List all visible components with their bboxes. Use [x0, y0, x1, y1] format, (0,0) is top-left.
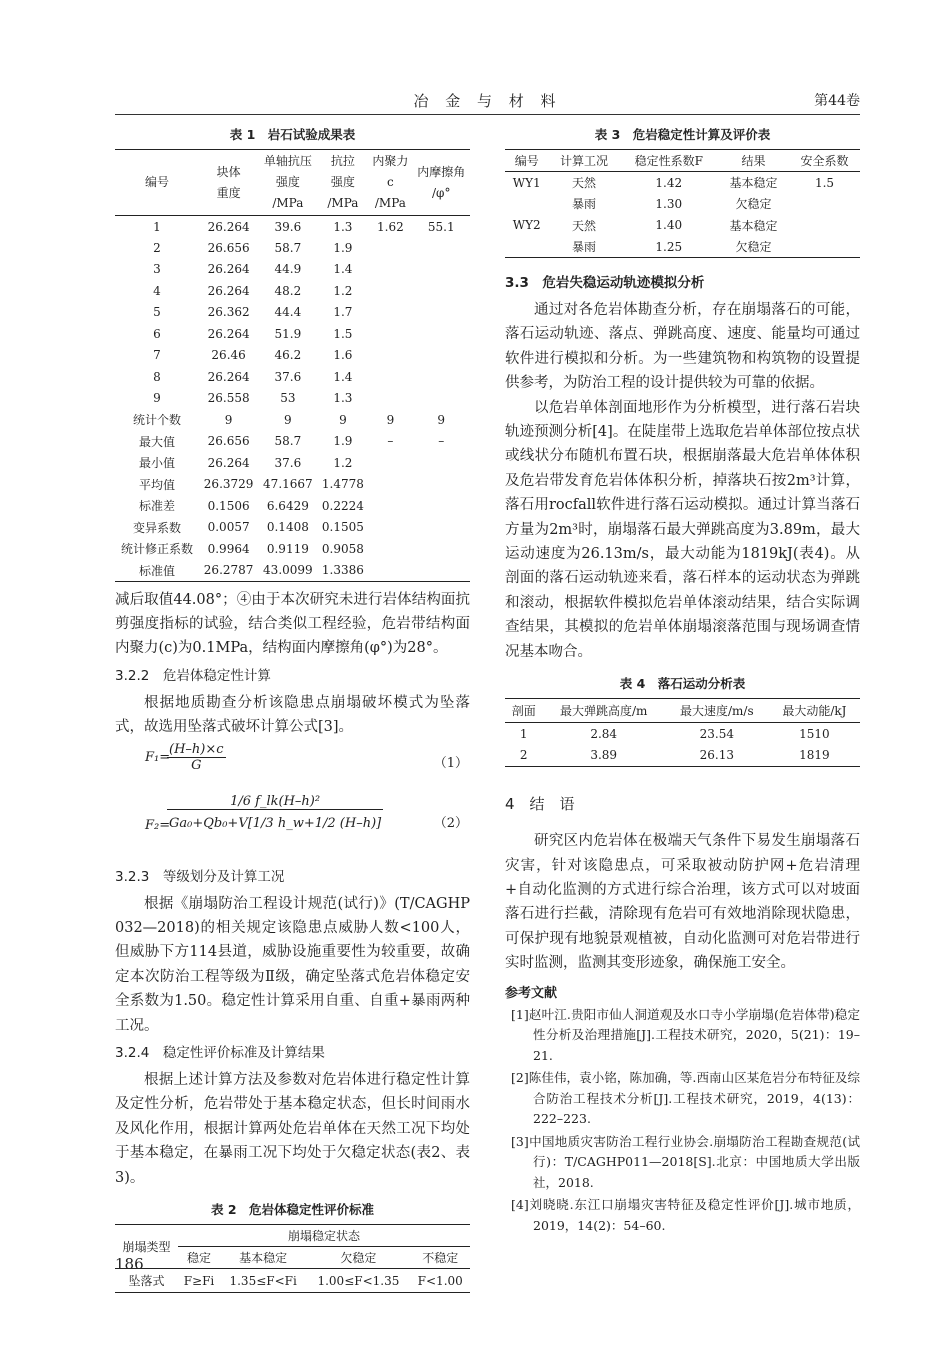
table-cell: 1.25	[619, 236, 718, 258]
table2-caption: 表 2 危岩体稳定性评价标准	[210, 1202, 375, 1217]
table-cell: 1510	[799, 726, 830, 741]
table-cell: 0.1408	[266, 520, 309, 535]
table-cell: 26.264	[207, 369, 250, 384]
table-cell: 6.6429	[266, 498, 309, 513]
table-row	[505, 172, 860, 194]
table-row	[115, 366, 470, 388]
t4-header-cell: 最大弹跳高度/m	[542, 699, 664, 723]
table-cell	[368, 474, 412, 496]
paragraph: 根据《崩塌防治工程设计规范(试行)》(T/CAGHP 032—2018)的相关规定该隐患点威胁人数<100人，但威胁下方114县道，威胁设施重要性为较重要，故确定本次防治工程等级为Ⅱ级，确定坠落式危岩体稳定安全系数为1.50。稳定性计算采用自重、自重+暴雨两种工况。	[115, 895, 470, 1034]
t4-header-cell: 剖面	[505, 699, 542, 723]
eq1-denominator: G	[191, 757, 202, 773]
table-cell: 最小值	[138, 456, 175, 471]
table-row	[505, 236, 860, 258]
t4-header-cell: 最大动能/kJ	[769, 699, 860, 723]
table-cell: 9	[224, 412, 233, 427]
table-cell: 1.4778	[321, 477, 364, 492]
table-cell	[368, 237, 412, 259]
table-cell: 44.9	[274, 262, 302, 277]
table-row	[115, 323, 470, 345]
t1-header-line: 重度	[216, 185, 241, 200]
table-cell: 48.2	[274, 283, 302, 298]
table-cell: 26.264	[207, 219, 250, 234]
table-cell: 6	[153, 326, 161, 341]
t4-header-cell: 最大速度/m/s	[665, 699, 769, 723]
table-cell: 26.2787	[199, 560, 258, 582]
t2-cell: 1.00≤F<1.35	[306, 1269, 410, 1293]
table-row	[505, 745, 860, 767]
eq1-numerator: (H–h)×c	[169, 741, 224, 757]
table-cell	[413, 517, 471, 539]
t1-header-line: /MPa	[374, 196, 406, 210]
table-cell: 最大值	[138, 434, 175, 449]
table-cell: 0.9058	[321, 541, 364, 556]
table-cell: 1819	[769, 745, 860, 767]
table-cell: 天然	[571, 218, 596, 233]
section-3-2-3-heading: 3.2.3 等级划分及计算工况	[115, 868, 285, 885]
table-row	[115, 538, 470, 560]
paragraph: 以危岩单体剖面地形作为分析模型，进行落石岩块轨迹预测分析[4]。在陡崖带上选取危岩单体部位按点状或线状分布随机布置石块，根据崩落最大危岩单体体积及危岩带发育危岩体体积分析，掉落块石按2m³计算，落石用rocfall软件进行落石运动模拟。通过计算当落石方量为2m³时，崩塌落石最大弹跳高度为3.89m，最大运动速度为26.13m/s，最大动能为1819kJ(表4)。从剖面的落石运动轨迹来看，落石样本的运动状态为弹跳和滚动，根据软件模拟危岩单体滚动结果，结合实际调查结果，其模拟的危岩单体崩塌滚落范围与现场调查情况基本吻合。	[505, 399, 860, 660]
table-row	[115, 259, 470, 281]
table-cell: 1.3	[333, 219, 353, 234]
t1-header-line: 强度	[275, 175, 300, 189]
reference-item: [2]陈佳伟，袁小铭，陈加确，等.西南山区某危岩分布特征及综合防治工程技术分析[J].工程技术研究，2019，4(13)：222–223.	[511, 1070, 860, 1127]
table3-caption: 表 3 危岩稳定性计算及评价表	[594, 127, 771, 142]
table-cell	[368, 345, 412, 367]
table-row	[115, 216, 470, 238]
table-cell: 2	[505, 745, 542, 767]
t1-header-line: 强度	[330, 175, 355, 189]
table-cell: 26.264	[207, 283, 250, 298]
table-row	[505, 193, 860, 215]
t1-header-cell	[317, 150, 368, 216]
table-cell: 26.13	[665, 745, 769, 767]
table-cell: 26.656	[207, 240, 250, 255]
t2-cell: 坠落式	[115, 1269, 178, 1293]
volume-label: 第44卷	[814, 93, 860, 109]
table-cell: 0.0057	[207, 520, 250, 535]
table-cell: 统计修正系数	[120, 542, 193, 557]
table-cell: 44.4	[274, 305, 302, 320]
table-cell: 51.9	[274, 326, 302, 341]
t2-sub: 基本稳定	[239, 1251, 288, 1265]
table-cell: 3	[153, 262, 161, 277]
table-cell: 1.2	[333, 455, 353, 470]
table-cell: 7	[153, 348, 161, 363]
table-cell	[505, 193, 548, 215]
table-cell	[413, 388, 471, 410]
t1-header-line: 编号	[144, 175, 169, 189]
t1-header-cell	[115, 150, 199, 216]
table-cell: 26.46	[211, 348, 246, 363]
paragraph: 通过对各危岩体勘查分析，存在崩塌落石的可能，落石运动轨迹、落点、弹跳高度、速度、能量均可通过软件进行模拟和分析。为一些建筑物和构筑物的设置提供参考，为防治工程的设计提供较为可靠的依据。	[505, 302, 860, 392]
t3-header-cell: 结果	[718, 150, 789, 172]
table-cell: 1.40	[655, 218, 683, 233]
rock-test-table	[115, 149, 470, 582]
table-cell: 26.362	[207, 305, 250, 320]
table-cell: 1	[153, 219, 161, 234]
table-cell: 统计个数	[132, 413, 181, 428]
table-cell: 58.7	[274, 434, 302, 449]
table-cell: 26.656	[207, 434, 250, 449]
table-cell: 标准值	[115, 560, 199, 582]
table-row	[115, 345, 470, 367]
table-cell: –	[438, 434, 445, 449]
t2-cell: F≥Fi	[178, 1269, 220, 1293]
right-column	[505, 122, 860, 1238]
table-cell: 基本稳定	[729, 176, 778, 190]
paragraph: 减后取值44.08°；④由于本次研究未进行岩体结构面抗剪强度指标的试验，结合类似工程经验，危岩带结构面内聚力(c)为0.1MPa，结构面内摩擦角(φ°)为28°。	[115, 591, 470, 657]
t2-cell: 1.35≤F<Fi	[220, 1269, 306, 1293]
table4-caption: 表 4 落石运动分析表	[619, 676, 746, 692]
rockfall-analysis-table	[505, 698, 860, 767]
table-cell	[368, 517, 412, 539]
table-cell: 0.1505	[321, 520, 364, 535]
table-cell	[368, 280, 412, 302]
table-cell: 46.2	[274, 348, 302, 363]
paragraph: 研究区内危岩体在极端天气条件下易发生崩塌落石灾害，针对该隐患点，可采取被动防护网+危岩清理+自动化监测的方式进行综合治理，该方式可以对坡面落石进行拦截，清除现有危岩可有效地消除现状隐患，可保护现有地貌景观植被，自动化监测可对危岩带进行实时监测，监测其变形迹象，确保施工安全。	[505, 833, 860, 972]
journal-name: 冶 金 与 材 料	[413, 92, 562, 110]
table-cell	[505, 236, 548, 258]
left-column	[115, 122, 470, 1293]
t1-header-line: 内聚力	[372, 154, 409, 168]
table-cell: 0.9964	[207, 541, 250, 556]
table-cell: –	[387, 434, 394, 449]
table-cell	[413, 366, 471, 388]
references-heading: 参考文献	[505, 985, 558, 1001]
table-cell	[413, 538, 471, 560]
table-cell	[413, 280, 471, 302]
table-cell	[368, 495, 412, 517]
table-cell: 3.89	[542, 745, 664, 767]
table-cell	[789, 236, 860, 258]
table-cell: 0.1506	[207, 498, 250, 513]
table-cell: 1.7	[333, 305, 353, 320]
t1-header-line: /φ°	[432, 185, 451, 200]
table-cell	[413, 560, 471, 582]
t2-sub: 欠稳定	[340, 1251, 377, 1265]
table-cell: 1.5	[333, 326, 353, 341]
table-cell: 欠稳定	[735, 197, 772, 212]
table-cell: 1.9	[333, 434, 353, 449]
table-row	[115, 237, 470, 259]
table-cell	[368, 452, 412, 474]
table-cell	[789, 193, 860, 215]
table-cell: 1.4	[333, 369, 353, 384]
table-row	[115, 474, 470, 496]
table-row	[115, 388, 470, 410]
table-row	[505, 723, 860, 745]
table-cell	[368, 302, 412, 324]
table-cell	[789, 215, 860, 237]
table-cell: 1.5	[814, 175, 835, 190]
section-4-heading: 4 结 语	[505, 795, 575, 814]
table-cell	[413, 345, 471, 367]
table-cell	[368, 323, 412, 345]
table-cell: 1	[519, 726, 528, 741]
reference-item: [3]中国地质灾害防治工程行业协会.崩塌防治工程勘查规范(试行)：T/CAGHP011—2018[S].北京：中国地质大学出版社，2018.	[511, 1133, 860, 1190]
t1-header-cell	[199, 150, 258, 216]
paragraph: 根据上述计算方法及参数对危岩体进行稳定性计算及定性分析，危岩带处于基本稳定状态，但长时间雨水及风化作用，根据计算两处危岩单体在天然工况下均处于基本稳定，在暴雨工况下均处于欠稳定状态(表2、表3)。	[115, 1071, 470, 1186]
table-cell: WY2	[512, 218, 541, 233]
eq1-number: （1）	[433, 755, 468, 771]
table-cell	[368, 538, 412, 560]
eq2-lhs: F₂=	[145, 817, 171, 833]
section-3-2-2-heading: 3.2.2 危岩体稳定性计算	[115, 667, 271, 684]
table-cell	[368, 388, 412, 410]
table-cell: 4	[153, 283, 161, 298]
table-cell: 0.2224	[321, 498, 364, 513]
t1-header-cell	[368, 150, 412, 216]
table-cell: 23.54	[699, 726, 734, 741]
t1-header-cell	[413, 150, 471, 216]
table-cell: 53	[280, 391, 296, 406]
table-row	[115, 302, 470, 324]
t1-header-line: /MPa	[272, 196, 304, 210]
table-cell	[413, 323, 471, 345]
paragraph: 根据地质勘查分析该隐患点崩塌破坏模式为坠落式，故选用坠落式破坏计算公式[3]。	[115, 694, 470, 736]
equation-1	[115, 740, 470, 792]
eq1-fraction	[167, 742, 226, 773]
reference-item: [4]刘晓晓.东江口崩塌灾害特征及稳定性评价[J].城市地质，2019，14(2)：54–60.	[511, 1197, 860, 1233]
table-cell: 58.7	[274, 240, 302, 255]
table-cell: 1.4	[333, 262, 353, 277]
table1-caption: 表 1 岩石试验成果表	[229, 127, 356, 142]
table-row	[505, 215, 860, 237]
t1-header-line: /MPa	[327, 196, 359, 210]
table-cell: 变异系数	[132, 520, 181, 535]
table-cell	[413, 302, 471, 324]
table-cell: 1.62	[377, 219, 404, 234]
eq1-lhs: F₁=	[145, 749, 171, 765]
table-cell: 欠稳定	[718, 236, 789, 258]
table-cell: 2.84	[590, 726, 618, 741]
table-row	[115, 495, 470, 517]
table-cell	[413, 474, 471, 496]
table-cell: 1.3	[333, 391, 353, 406]
table-row	[115, 517, 470, 539]
table-cell: 37.6	[274, 455, 302, 470]
table-cell: 37.6	[274, 369, 302, 384]
table-cell: 47.1667	[263, 477, 313, 492]
table-cell	[368, 560, 412, 582]
table-cell: 2	[153, 240, 161, 255]
table-cell: 9	[339, 412, 347, 427]
eq2-denominator: Ga₀+Qb₀+V[1/3 h_w+1/2 (H–h)]	[169, 815, 382, 831]
table-cell	[413, 259, 471, 281]
stability-calc-table	[505, 149, 860, 258]
page-number: 186	[115, 1255, 144, 1273]
table-cell: WY1	[512, 175, 541, 190]
t1-header-line: 抗拉	[330, 154, 355, 168]
section-3-2-4-heading: 3.2.4 稳定性评价标准及计算结果	[115, 1044, 325, 1061]
table-cell: 0.9119	[266, 541, 309, 556]
table-cell: 9	[437, 412, 446, 427]
table-row	[115, 409, 470, 431]
t3-header-cell: 计算工况	[548, 150, 619, 172]
eq2-number: （2）	[433, 815, 468, 831]
table-cell: 9	[284, 412, 292, 427]
table-cell: 平均值	[138, 477, 175, 492]
t1-header-line: 内摩擦角	[417, 164, 466, 179]
table-row	[115, 452, 470, 474]
table-cell: 1.6	[333, 348, 353, 363]
table-cell: 26.3729	[203, 477, 254, 492]
equation-2	[115, 792, 470, 862]
table-cell: 标准差	[138, 499, 175, 514]
running-header	[115, 86, 860, 115]
t1-header-line: 单轴抗压	[263, 154, 312, 168]
section-3-3-heading: 3.3 危岩失稳运动轨迹模拟分析	[505, 275, 705, 291]
t2-sub: 稳定	[186, 1251, 211, 1265]
table-cell	[413, 495, 471, 517]
reference-item: [1]赵叶江.贵阳市仙人洞道观及水口寺小学崩塌(危岩体带)稳定性分析及治理措施[J].工程技术研究，2020，5(21)：19–21.	[511, 1006, 860, 1063]
table-cell: 暴雨	[548, 236, 619, 258]
table-cell: 55.1	[427, 219, 455, 234]
t3-header-cell: 安全系数	[789, 150, 860, 172]
table-cell: 43.0099	[258, 560, 317, 582]
table-cell: 天然	[571, 176, 596, 190]
table-cell	[413, 452, 471, 474]
table-cell: 26.264	[207, 455, 250, 470]
table-cell: 1.42	[655, 175, 683, 190]
t2-header-type: 崩塌类型	[115, 1225, 178, 1269]
table-cell: 暴雨	[571, 197, 596, 212]
t1-header-cell	[258, 150, 317, 216]
table-cell: 9	[153, 391, 161, 406]
t2-header-state: 崩塌稳定状态	[178, 1225, 470, 1247]
eq2-fraction	[167, 794, 383, 831]
table-cell	[413, 237, 471, 259]
table-cell: 1.3386	[317, 560, 368, 582]
table-row	[115, 560, 470, 582]
table-cell: 8	[153, 369, 161, 384]
t1-header-line: 块体	[216, 164, 241, 179]
t2-sub: 不稳定	[422, 1251, 459, 1265]
table-cell: 1.9	[333, 240, 353, 255]
eq2-numerator: 1/6 f_lk(H–h)²	[167, 794, 383, 810]
stability-criteria-table	[115, 1224, 470, 1293]
table-cell	[368, 259, 412, 281]
table-cell: 基本稳定	[729, 218, 778, 233]
table-cell: 26.264	[207, 262, 250, 277]
table-cell: 26.264	[207, 326, 250, 341]
t3-header-cell: 稳定性系数F	[619, 150, 718, 172]
table-cell: 26.558	[207, 391, 250, 406]
table-cell: 5	[153, 305, 161, 320]
table-cell: 1.2	[333, 283, 353, 298]
table-cell	[368, 366, 412, 388]
t2-cell: F<1.00	[410, 1269, 470, 1293]
t3-header-cell: 编号	[505, 150, 548, 172]
t1-header-line: c	[387, 175, 394, 189]
table-cell: 1.30	[655, 196, 683, 211]
table-cell: 39.6	[274, 219, 302, 234]
table-cell: 9	[386, 412, 395, 427]
table-row	[115, 431, 470, 453]
table-row	[115, 280, 470, 302]
